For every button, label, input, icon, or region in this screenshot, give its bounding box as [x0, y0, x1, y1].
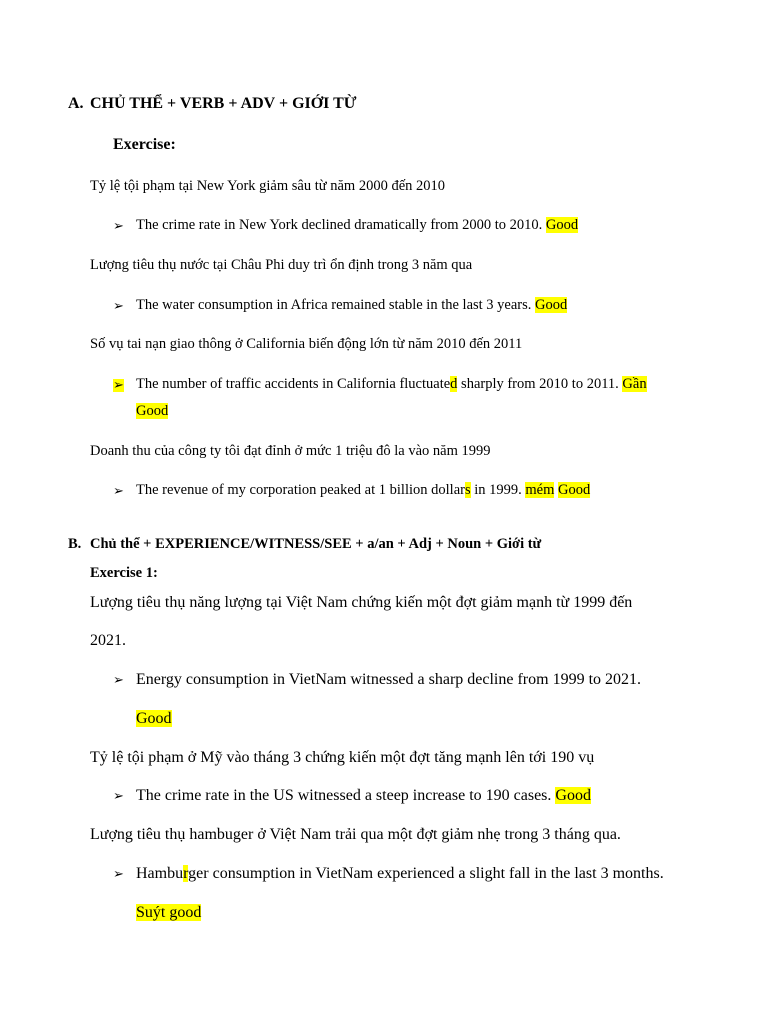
arrow-bullet-icon: ➢ [113, 789, 124, 804]
a2-vietnamese: Lượng tiêu thụ nước tại Châu Phi duy trì ổn định trong 3 năm qua [90, 257, 473, 273]
section-a-title: CHỦ THỂ + VERB + ADV + GIỚI TỪ [90, 95, 357, 112]
a1-vietnamese: Tỷ lệ tội phạm tại New York giảm sâu từ năm 2000 đến 2010 [90, 178, 446, 194]
a3-english [136, 376, 647, 393]
a2-english [136, 297, 567, 314]
a4-vietnamese: Doanh thu của công ty tôi đạt đỉnh ở mức 1 triệu đô la vào năm 1999 [90, 443, 491, 459]
b2-grade: Good [555, 787, 591, 804]
a3-english-highlight: d [450, 376, 458, 392]
a1-english-text: The crime rate in New York declined dramatically from 2000 to 2010. [136, 217, 543, 233]
a4-english-part-b: in 1999. [470, 482, 522, 498]
arrow-bullet-icon: ➢ [113, 867, 124, 882]
arrow-bullet-icon: ➢ [113, 378, 124, 393]
a4-grade-a: mém [525, 482, 555, 498]
b2-english-text: The crime rate in the US witnessed a steep increase to 190 cases. [136, 787, 552, 804]
a4-english [136, 482, 590, 499]
a1-grade: Good [545, 217, 579, 233]
a3-grade-line1: Gần [622, 376, 647, 392]
b3-grade: Suýt good [136, 904, 202, 921]
b2-english [136, 787, 591, 805]
a1-english [136, 217, 578, 234]
b2-vietnamese: Tỷ lệ tội phạm ở Mỹ vào tháng 3 chứng kiến một đợt tăng mạnh lên tới 190 vụ [90, 749, 595, 766]
b3-english-part-b: ger consumption in VietNam experienced a slight fall in the last 3 months. [188, 865, 664, 882]
a4-grade-b: Good [558, 482, 591, 498]
b1-vietnamese-line1: Lượng tiêu thụ năng lượng tại Việt Nam chứng kiến một đợt giảm mạnh từ 1999 đến [90, 594, 633, 611]
a3-english-part-b: sharply from 2010 to 2011. [457, 376, 619, 392]
arrow-bullet-icon: ➢ [113, 299, 124, 314]
section-b-marker: B. [68, 536, 82, 552]
b1-grade: Good [136, 710, 172, 727]
a3-grade-line2: Good [136, 403, 169, 419]
a3-vietnamese: Số vụ tai nạn giao thông ở California biến động lớn từ năm 2010 đến 2011 [90, 336, 523, 352]
b3-english-part-a: Hambu [136, 865, 184, 882]
b3-vietnamese: Lượng tiêu thụ hambuger ở Việt Nam trải qua một đợt giảm nhẹ trong 3 tháng qua. [90, 826, 621, 843]
section-b-title: Chủ thể + EXPERIENCE/WITNESS/SEE + a/an + Adj + Noun + Giới từ [90, 536, 542, 552]
a2-grade: Good [535, 297, 568, 313]
arrow-bullet-icon: ➢ [113, 673, 124, 688]
b1-grade-wrap [136, 710, 172, 728]
b1-english: Energy consumption in VietNam witnessed a sharp decline from 1999 to 2021. [136, 671, 642, 688]
a4-english-part-a: The revenue of my corporation peaked at 1 billion dollar [136, 482, 465, 498]
b3-english [136, 865, 664, 883]
section-a-exercise-label: Exercise: [113, 136, 176, 153]
section-a-marker: A. [68, 95, 84, 112]
a2-english-text: The water consumption in Africa remained stable in the last 3 years. [136, 297, 532, 313]
b3-grade-wrap [136, 904, 201, 922]
b3-english-highlight: r [183, 865, 189, 882]
a3-english-part-a: The number of traffic accidents in California fluctuate [136, 376, 451, 392]
a3-grade-line2-wrap [136, 403, 168, 420]
b1-vietnamese-line2: 2021. [90, 632, 126, 649]
section-b-exercise-label: Exercise 1: [90, 565, 158, 581]
a4-english-highlight: s [464, 482, 471, 498]
arrow-bullet-icon: ➢ [113, 219, 124, 234]
arrow-bullet-icon: ➢ [113, 484, 124, 499]
